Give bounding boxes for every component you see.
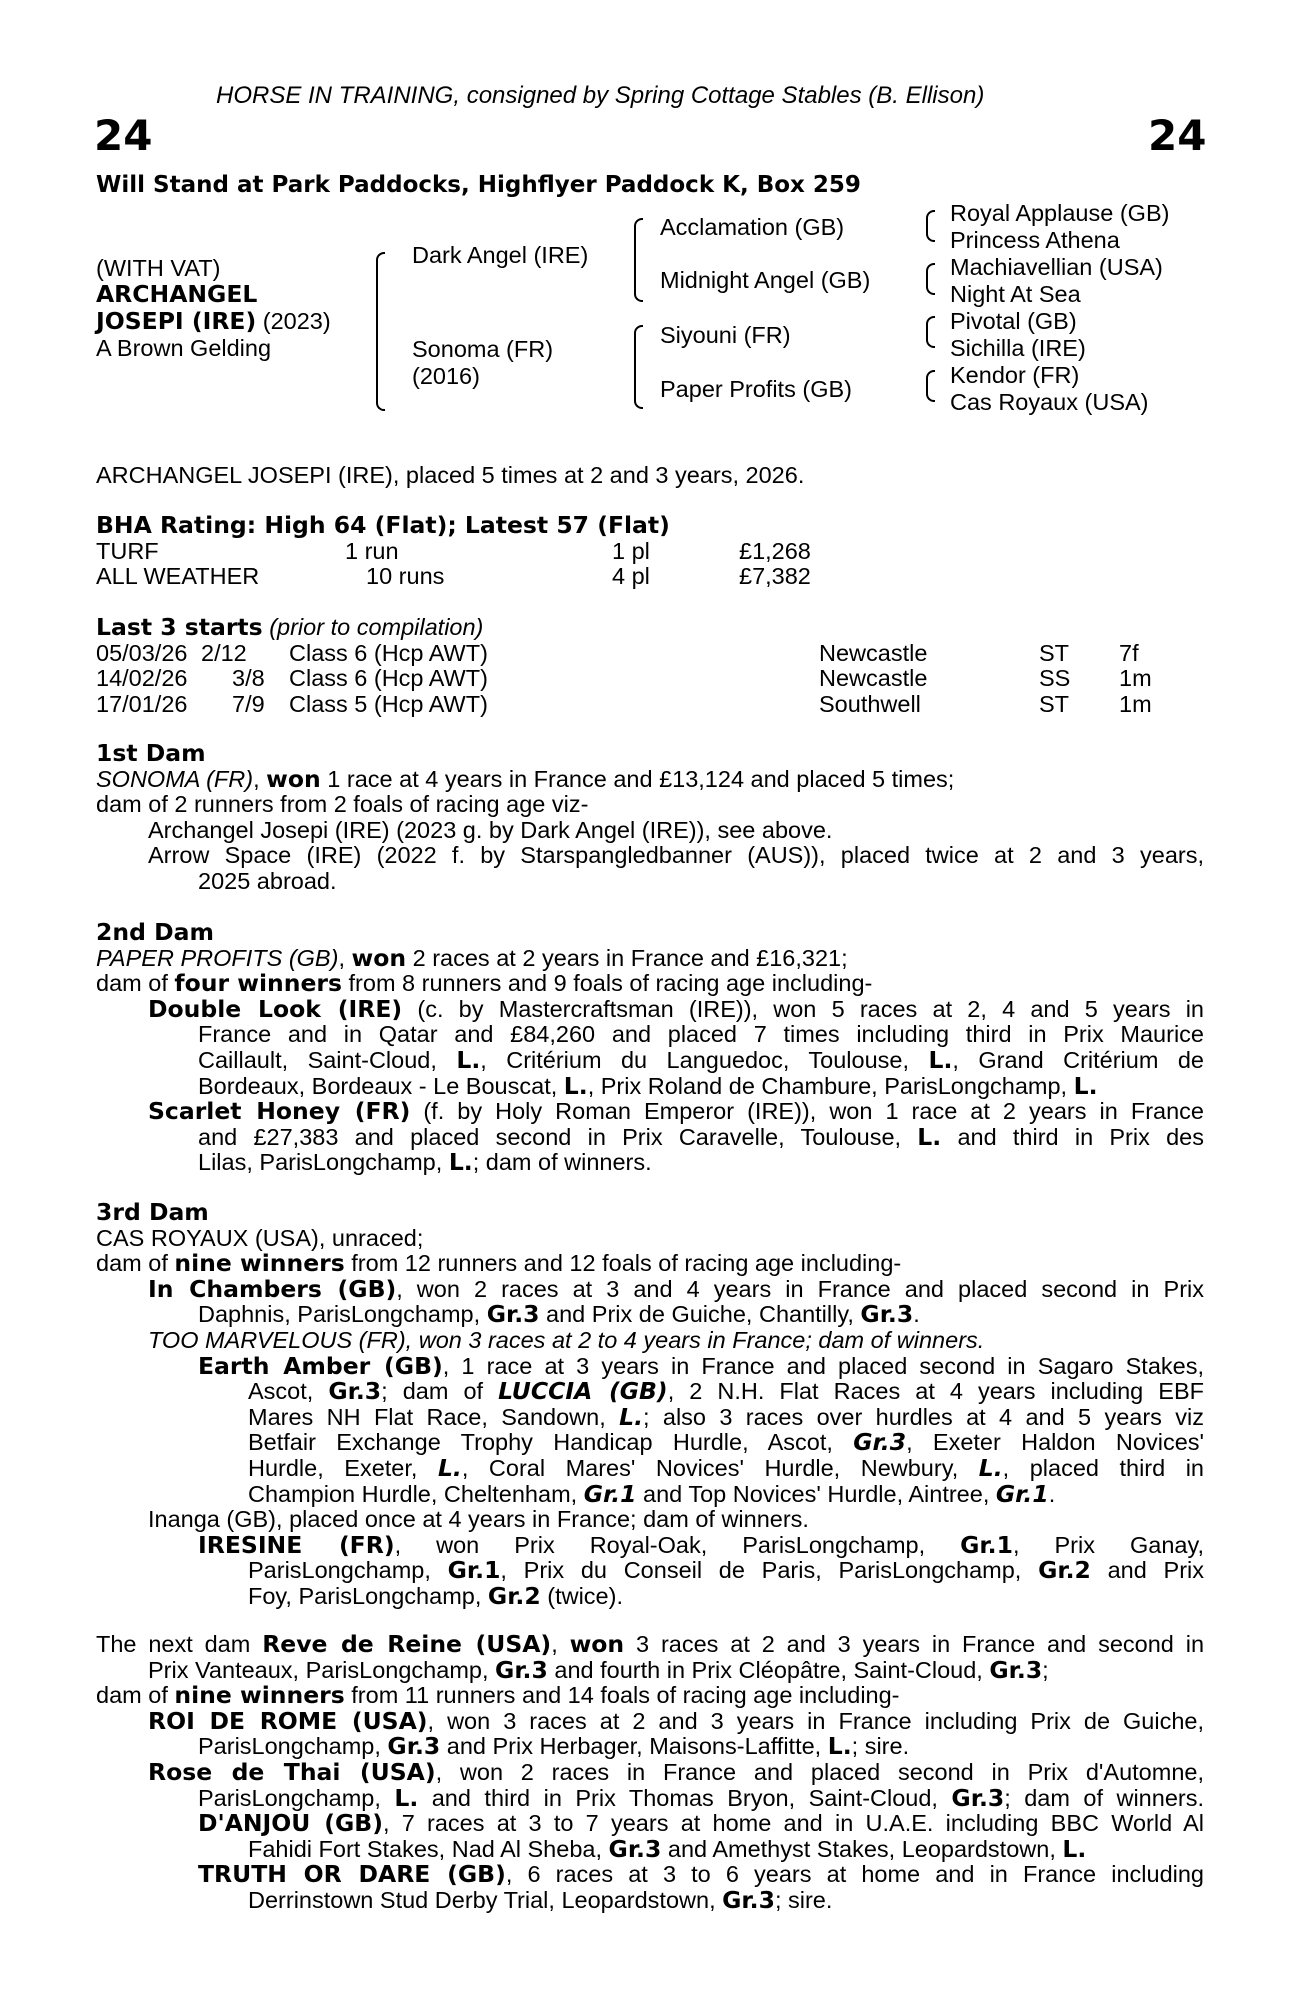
won-label: won [351, 943, 407, 972]
text: , Exeter Haldon Novices' [906, 1429, 1204, 1456]
text: , [253, 765, 267, 792]
progeny-name: Scarlet Honey (FR) [148, 1097, 411, 1126]
text: . [913, 1301, 920, 1328]
text: Champion Hurdle, Cheltenham, [248, 1480, 584, 1507]
listed-mark: L. [1073, 1071, 1098, 1100]
text: , 2 N.H. Flat Races at 4 years including EBF [667, 1378, 1204, 1405]
progeny-line: Inanga (GB), placed once at 4 years in France; dam of winners. [148, 1506, 809, 1533]
next-dam-line [96, 1655, 1204, 1684]
progeny-name: Earth Amber (GB) [198, 1351, 443, 1380]
horse-name-line1: ARCHANGEL [96, 280, 258, 308]
rating-prize: £1,268 [739, 538, 811, 564]
text: Ascot, [248, 1378, 329, 1405]
text: Foy, ParisLongchamp, [248, 1582, 488, 1609]
group-mark: Gr.3 [951, 1783, 1005, 1812]
progeny-line [96, 1558, 1204, 1584]
text: and Amethyst Stakes, Leopardstown, [661, 1835, 1063, 1862]
text: ; sire. [774, 1886, 833, 1913]
rating-placed: 1 pl [612, 538, 650, 564]
pedigree-ggp-6: Sichilla (IRE) [950, 335, 1086, 361]
winners-count: four winners [174, 969, 342, 998]
text: ; [1042, 1656, 1049, 1683]
progeny-line [96, 1122, 1204, 1151]
text: , won 2 races in France and placed second in Prix d'Automne, [435, 1758, 1204, 1785]
text: , Prix Roland de Chambure, ParisLongchamp, [587, 1072, 1074, 1099]
text: , won Prix Royal-Oak, ParisLongchamp, [394, 1531, 961, 1558]
brace-dam-parents [634, 325, 643, 409]
text: and Prix [1090, 1557, 1204, 1584]
listed-mark: L. [563, 1071, 588, 1100]
progeny-line: Arrow Space (IRE) (2022 f. by Starspangledbanner (AUS)), placed twice at 2 and 3 years, [148, 842, 1204, 869]
text: , [551, 1631, 570, 1657]
group-mark: Gr.3 [989, 1655, 1043, 1684]
text: ParisLongchamp, [198, 1784, 395, 1811]
text: 1 race at 4 years in France and £13,124 and placed 5 times; [320, 765, 955, 792]
text: ParisLongchamp, [248, 1557, 448, 1584]
rating-heading: BHA Rating: High 64 (Flat); Latest 57 (Flat) [96, 511, 670, 539]
lot-number-right: 24 [1148, 111, 1207, 160]
text: . [1048, 1480, 1056, 1507]
rating-surface: TURF [96, 538, 159, 564]
pedigree-ggp-2: Princess Athena [950, 227, 1120, 253]
progeny-line [96, 1734, 1204, 1760]
progeny-line [96, 1071, 1204, 1100]
group-mark: Gr.1 [583, 1479, 637, 1508]
progeny-line [96, 1783, 1204, 1812]
progeny-line [96, 1351, 1205, 1380]
text: , 6 races at 3 to 6 years at home and in France including [505, 1861, 1204, 1888]
text: dam of [96, 1682, 175, 1709]
brace-ggp-2 [926, 263, 935, 295]
listed-mark: L. [917, 1122, 942, 1151]
won-label: won [266, 764, 321, 793]
progeny-line [96, 1885, 1204, 1914]
second-dam-section [96, 920, 1204, 1176]
won-label: won [569, 1630, 625, 1658]
rating-surface: ALL WEATHER [96, 563, 260, 589]
text: Fahidi Fort Stakes, Nad Al Sheba, [248, 1835, 609, 1862]
progeny-line [96, 1045, 1204, 1074]
text: , won 3 races at 2 and 3 years in France including Prix de Guiche, [427, 1707, 1205, 1734]
last-starts-note: (prior to compilation) [262, 614, 484, 640]
group-mark: Gr.2 [487, 1581, 541, 1610]
start-race: Class 5 (Hcp AWT) [289, 691, 488, 717]
start-date: 14/02/26 [96, 665, 188, 691]
text: and Prix Herbager, Maisons-Laffitte, [440, 1733, 828, 1760]
text: dam of [96, 970, 175, 997]
text: ParisLongchamp, [198, 1733, 388, 1760]
pedigree-ggp-5: Pivotal (GB) [950, 308, 1077, 334]
third-dam-line: CAS ROYAUX (USA), unraced; [96, 1224, 424, 1251]
text: , Coral Mares' Novices' Hurdle, Newbury, [461, 1454, 979, 1481]
progeny-line [96, 1581, 1204, 1610]
winners-count: nine winners [174, 1249, 345, 1278]
text: , Prix du Conseil de Paris, ParisLongchamp, [500, 1557, 1039, 1584]
text: Hurdle, Exeter, [248, 1454, 438, 1481]
group-mark: Gr.3 [387, 1732, 441, 1761]
progeny-line: 2025 abroad. [198, 867, 337, 894]
horse-year: (2023) [256, 308, 331, 334]
text: from 12 runners and 12 foals of racing age including- [344, 1250, 902, 1277]
text: and third in Prix des [941, 1123, 1204, 1150]
horse-name-line2 [96, 309, 331, 335]
progeny-line [96, 1302, 1204, 1328]
progeny-name: ROI DE ROME (USA) [148, 1706, 428, 1735]
next-dam-line [96, 1632, 1204, 1658]
group-mark: Gr.3 [328, 1377, 382, 1406]
group-mark: Gr.1 [447, 1556, 501, 1585]
pedigree-ggp-3: Machiavellian (USA) [950, 254, 1163, 280]
horse-description: A Brown Gelding [96, 335, 272, 361]
second-dam-line [96, 943, 1204, 972]
text: The next dam [96, 1631, 263, 1657]
text: , 1 race at 3 years in France and placed second in Sagaro Stakes, [442, 1352, 1205, 1379]
next-dam-line [96, 1683, 1204, 1709]
rating-runs: 1 run [345, 538, 399, 564]
progeny-line [96, 1430, 1204, 1456]
listed-mark: L. [978, 1453, 1003, 1482]
progeny-line [96, 1834, 1204, 1863]
first-dam-line: dam of 2 runners from 2 foals of racing age viz- [96, 791, 589, 818]
text: Betfair Exchange Trophy Handicap Hurdle, Ascot, [248, 1429, 854, 1456]
text: Bordeaux, Bordeaux - Le Bouscat, [198, 1072, 564, 1099]
text: ; dam of [381, 1378, 499, 1405]
horse-name-suffix: JOSEPI (IRE) [96, 307, 257, 335]
start-going: SS [1039, 665, 1071, 691]
group-mark: Gr.3 [860, 1300, 914, 1329]
text: and fourth in Prix Cléopâtre, Saint-Cloud, [547, 1656, 990, 1683]
rating-prize: £7,382 [739, 563, 811, 589]
group-mark: Gr.2 [1038, 1556, 1091, 1585]
text: Derrinstown Stud Derby Trial, Leopardstown, [248, 1886, 723, 1913]
text: ; sire. [851, 1733, 910, 1760]
start-date: 05/03/26 [96, 640, 188, 666]
pedigree-ggp-4: Night At Sea [950, 281, 1081, 307]
next-dam-section [96, 1632, 1204, 1914]
start-position: 3/8 [232, 665, 265, 691]
progeny-line [96, 1479, 1204, 1508]
progeny-name: D'ANJOU (GB) [198, 1809, 383, 1838]
pedigree-dam-dam: Paper Profits (GB) [660, 376, 852, 402]
text: (c. by Mastercraftsman (IRE)), won 5 races at 2, 4 and 5 years in [402, 995, 1204, 1022]
pedigree-sire-sire: Acclamation (GB) [660, 214, 845, 240]
pedigree-dam-year: (2016) [412, 363, 480, 389]
text: ; dam of winners. [472, 1149, 652, 1176]
group-mark: Gr.1 [995, 1479, 1049, 1508]
rating-placed: 4 pl [612, 563, 650, 589]
second-dam-heading: 2nd Dam [96, 918, 214, 946]
progeny-name: TRUTH OR DARE (GB) [198, 1860, 506, 1889]
text: and Top Novices' Hurdle, Aintree, [636, 1480, 996, 1507]
dam-name: Reve de Reine (USA) [262, 1630, 552, 1658]
brace-sire-parents [634, 218, 643, 302]
progeny-line [96, 1811, 1204, 1837]
progeny-name: In Chambers (GB) [148, 1274, 397, 1303]
start-distance: 1m [1119, 665, 1152, 691]
text: dam of [96, 1250, 175, 1277]
rating-runs: 10 runs [366, 563, 445, 589]
listed-mark: L. [448, 1148, 473, 1177]
text: Prix Vanteaux, ParisLongchamp, [148, 1656, 496, 1683]
text: , [338, 944, 352, 971]
brace-ggp-4 [926, 370, 935, 402]
consignment-line: HORSE IN TRAINING, consigned by Spring Cottage Stables (B. Ellison) [216, 82, 985, 109]
start-going: ST [1039, 691, 1070, 717]
text: ; also 3 races over hurdles at 4 and 5 years viz [643, 1403, 1204, 1430]
text: , Grand Critérium de [952, 1046, 1204, 1073]
text: , Critérium du Languedoc, Toulouse, [480, 1046, 929, 1073]
progeny-line [96, 1862, 1204, 1888]
pedigree-dam-sire: Siyouni (FR) [660, 322, 791, 348]
winners-count: nine winners [174, 1681, 345, 1710]
listed-mark: L. [928, 1045, 953, 1074]
third-dam-line [96, 1251, 1204, 1277]
third-dam-heading: 3rd Dam [96, 1198, 209, 1226]
pedigree-sire-dam: Midnight Angel (GB) [660, 267, 871, 293]
text: , won 2 races at 3 and 4 years in France and placed second in Prix [396, 1275, 1204, 1302]
pedigree-dam: Sonoma (FR) [412, 336, 554, 362]
stand-location: Will Stand at Park Paddocks, Highflyer Paddock K, Box 259 [96, 172, 861, 198]
text: , 7 races at 3 to 7 years at home and in U.A.E. including BBC World Al [382, 1810, 1204, 1837]
progeny-line [96, 1379, 1204, 1405]
pedigree-ggp-8: Cas Royaux (USA) [950, 389, 1149, 415]
progeny-line [96, 994, 1204, 1023]
first-dam-heading: 1st Dam [96, 739, 206, 767]
vat-note: (WITH VAT) [96, 255, 221, 281]
group-mark: Gr.1 [960, 1530, 1013, 1559]
start-course: Southwell [819, 691, 921, 717]
text: Caillault, Saint-Cloud, [198, 1046, 457, 1073]
text: 3 races at 2 and 3 years in France and second in [624, 1631, 1205, 1657]
pedigree-sire: Dark Angel (IRE) [412, 242, 589, 268]
text: ; dam of winners. [1004, 1784, 1204, 1811]
progeny-line: TOO MARVELOUS (FR), won 3 races at 2 to 4 years in France; dam of winners. [148, 1326, 985, 1353]
progeny-name: LUCCIA (GB) [498, 1377, 668, 1406]
text: Mares NH Flat Race, Sandown, [248, 1403, 620, 1430]
start-distance: 7f [1119, 640, 1139, 666]
progeny-line [96, 1274, 1204, 1303]
last-starts-title: Last 3 starts [96, 613, 263, 641]
text: from 8 runners and 9 foals of racing age including- [342, 970, 873, 997]
progeny-line [96, 1150, 1204, 1176]
progeny-name: Rose de Thai (USA) [148, 1757, 436, 1786]
listed-mark: L. [437, 1453, 462, 1482]
start-course: Newcastle [819, 640, 928, 666]
brace-ggp-3 [926, 316, 935, 348]
start-position: 2/12 [201, 640, 247, 666]
listed-mark: L. [456, 1045, 481, 1074]
progeny-line [96, 1757, 1204, 1786]
text: from 11 runners and 14 foals of racing age including- [344, 1682, 900, 1709]
group-mark: Gr.3 [486, 1300, 540, 1329]
group-mark: Gr.3 [608, 1834, 662, 1863]
listed-mark: L. [394, 1783, 419, 1812]
dam-name: SONOMA (FR) [96, 765, 254, 792]
progeny-line: Archangel Josepi (IRE) (2023 g. by Dark Angel (IRE)), see above. [148, 816, 833, 843]
text: (f. by Holy Roman Emperor (IRE)), won 1 race at 2 years in France [410, 1098, 1204, 1125]
text: 2 races at 2 years in France and £16,321; [406, 944, 848, 971]
start-going: ST [1039, 640, 1070, 666]
text: , placed third in [1002, 1454, 1205, 1481]
group-mark: Gr.3 [722, 1885, 775, 1914]
progeny-line [96, 1099, 1204, 1125]
group-mark: Gr.3 [495, 1655, 548, 1684]
listed-mark: L. [1062, 1834, 1087, 1863]
start-position: 7/9 [232, 691, 265, 717]
start-race: Class 6 (Hcp AWT) [289, 665, 488, 691]
third-dam-section [96, 1200, 1204, 1610]
first-dam-section [96, 741, 1204, 895]
brace-parents [376, 252, 385, 411]
last-starts-heading [96, 615, 483, 641]
brace-ggp-1 [926, 210, 935, 242]
progeny-name: Double Look (IRE) [148, 994, 403, 1023]
progeny-line [96, 1453, 1205, 1482]
race-summary: ARCHANGEL JOSEPI (IRE), placed 5 times at 2 and 3 years, 2026. [96, 462, 805, 488]
progeny-line [96, 1530, 1204, 1559]
text: Lilas, ParisLongchamp, [198, 1149, 449, 1176]
progeny-line [96, 1706, 1205, 1735]
text: and Prix de Guiche, Chantilly, [539, 1301, 861, 1328]
text: and third in Prix Thomas Bryon, Saint-Cloud, [418, 1784, 952, 1811]
start-course: Newcastle [819, 665, 928, 691]
start-race: Class 6 (Hcp AWT) [289, 640, 488, 666]
lot-number-left: 24 [94, 111, 153, 160]
progeny-line: France and in Qatar and £84,260 and placed 7 times including third in Prix Maurice [198, 1021, 1204, 1048]
start-date: 17/01/26 [96, 691, 188, 717]
text: Daphnis, ParisLongchamp, [198, 1301, 487, 1328]
pedigree-ggp-7: Kendor (FR) [950, 362, 1080, 388]
listed-mark: L. [827, 1732, 852, 1761]
group-mark: Gr.3 [853, 1428, 907, 1457]
progeny-name: IRESINE (FR) [198, 1530, 395, 1559]
progeny-line [96, 1402, 1204, 1431]
second-dam-line [96, 971, 1204, 997]
text: and £27,383 and placed second in Prix Caravelle, Toulouse, [198, 1123, 918, 1150]
dam-name: PAPER PROFITS (GB) [96, 944, 339, 971]
listed-mark: L. [619, 1402, 643, 1431]
text: (twice). [540, 1582, 623, 1609]
first-dam-line [96, 764, 1204, 793]
start-distance: 1m [1119, 691, 1152, 717]
text: , Prix Ganay, [1012, 1531, 1204, 1558]
pedigree-ggp-1: Royal Applause (GB) [950, 200, 1170, 226]
